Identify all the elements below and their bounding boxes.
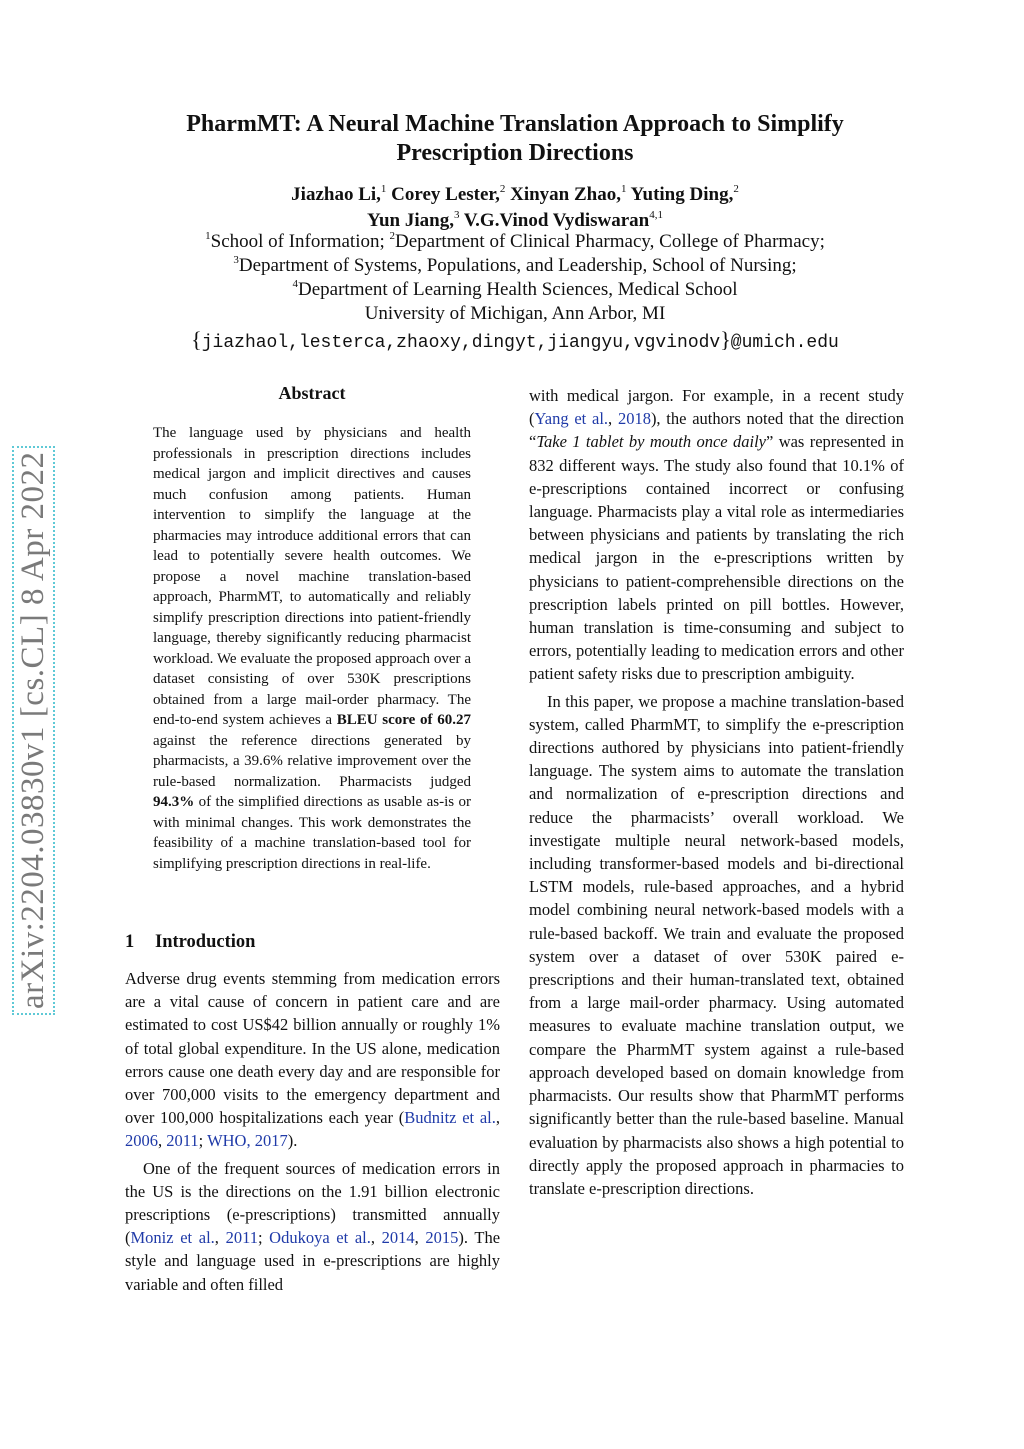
quoted-direction: Take 1 tablet by mouth once daily — [536, 432, 766, 452]
citation-link[interactable]: 2006 — [125, 1131, 158, 1151]
affil-sup: 3 — [233, 254, 239, 266]
affil-text: Department of Learning Health Sciences, Medical School — [298, 279, 738, 300]
intro-paragraph-2 — [125, 1157, 500, 1296]
abstract-text: against the reference directions generated by pharmacists, a 39.6% relative improvement over the rule-based normalization. Pharmacists judged — [153, 732, 471, 790]
paragraph-text: ). The style and language used in e-prescriptions are highly variable and often filled — [125, 1228, 501, 1294]
citation-link[interactable]: Odukoya et al. — [269, 1228, 371, 1248]
affil-sup: 2 — [389, 230, 396, 242]
section-number: 1 — [125, 932, 135, 952]
author-line-1 — [100, 182, 930, 208]
author-affil-sup: 2 — [733, 183, 739, 195]
author-name: Jiazhao Li, — [291, 184, 381, 205]
intro-paragraph-4: In this paper, we propose a machine translation-based system, called PharmMT, to simplify the e-prescription directions authored by physicians into patient-friendly language. The system aims to automate the translation and normalization of e-prescription directions and reduce the pharmacists’ overall workload. We investigate multiple neural network-based models, including transformer-based models and bi-directional LSTM models, rule-based approaches, and a hybrid model combining neural network-based models with a rule-based backoff. We train and evaluate the proposed system over a dataset of over 530K paired e-prescriptions and their human-translated text, obtained from a large mail-order pharmacy. Using automated measures to evaluate machine translation output, we compare the PharmMT system against a rule-based approach developed based on domain knowledge from pharmacists. Our results show that PharmMT performs significantly better than the rule-based baseline. Manual evaluation by pharmacists also shows a high potential to directly apply the proposed approach in pharmacies to translate e-prescription directions. — [529, 691, 904, 1198]
paragraph-text: Adverse drug events stemming from medication errors are a vital cause of concern in patient care and are estimated to cost US$42 billion annually or roughly 1% of total global expenditure. In the US alone, medication errors cause one death every day and are responsible for over 700,000 visits to the emergency department and over 100,000 hospitalizations each year ( — [125, 969, 500, 1128]
author-affil-sup: 4,1 — [649, 209, 663, 221]
affiliation-line-1 — [100, 230, 930, 254]
citation-link[interactable]: 2011 — [225, 1228, 258, 1248]
email-domain: @umich.edu — [730, 333, 839, 353]
paragraph-text: One of the frequent sources of medication errors in the US is the directions on the 1.91 billion electronic prescriptions (e-prescriptions) transmitted annually ( — [125, 1158, 500, 1248]
affiliation-line-2 — [100, 254, 930, 278]
intro-paragraph-3 — [529, 384, 904, 686]
author-affil-sup: 3 — [453, 209, 460, 221]
paragraph-text: ; — [198, 1131, 208, 1151]
intro-paragraph-1 — [125, 967, 500, 1153]
paragraph-text: , — [158, 1131, 167, 1151]
section-heading-introduction — [125, 932, 255, 953]
email-brace-close: } — [720, 327, 731, 352]
abstract-body — [153, 423, 471, 874]
author-list — [100, 182, 930, 234]
title-line-1: PharmMT: A Neural Machine Translation Approach to Simplify — [186, 111, 844, 137]
arxiv-identifier[interactable]: arXiv:2204.03830v1 [cs.CL] 8 Apr 2022 — [12, 446, 55, 1015]
paragraph-text: , — [214, 1228, 226, 1248]
email-brace-open: { — [191, 327, 202, 352]
paragraph-text: , — [608, 409, 618, 429]
author-name: Yuting Ding, — [630, 184, 734, 205]
affil-sup: 1 — [205, 230, 211, 242]
affiliations — [100, 230, 930, 326]
author-name: V.G.Vinod Vydiswaran — [463, 210, 650, 231]
title-line-2: Prescription Directions — [396, 140, 634, 166]
author-name: Corey Lester, — [391, 184, 500, 205]
author-name: Yun Jiang, — [367, 210, 454, 231]
paragraph-text: , — [370, 1228, 382, 1248]
citation-link[interactable]: 2011 — [166, 1131, 199, 1151]
paragraph-text: ; — [257, 1228, 270, 1248]
citation-link[interactable]: WHO, 2017 — [207, 1131, 288, 1151]
paragraph-text: ), the authors noted that the direction “ — [529, 409, 905, 452]
citation-link[interactable]: 2014 — [381, 1228, 415, 1248]
abstract-text: of the simplified directions as usable as-is or with minimal changes. This work demonstrates the feasibility of a machine translation-based tool for simplifying prescription directions in real-life. — [153, 794, 471, 872]
citation-link[interactable]: 2015 — [425, 1228, 459, 1248]
left-column — [125, 967, 500, 1296]
affil-text: Department of Systems, Populations, and Leadership, School of Nursing; — [238, 255, 797, 276]
author-affil-sup: 1 — [380, 183, 387, 195]
citation-link[interactable]: Moniz et al. — [130, 1228, 215, 1248]
citation-link[interactable]: 2018 — [617, 409, 651, 429]
paragraph-text: , — [414, 1228, 426, 1248]
section-title: Introduction — [155, 932, 256, 952]
email-list — [100, 328, 930, 355]
author-affil-sup: 1 — [620, 183, 627, 195]
citation-link[interactable]: Yang et al. — [534, 409, 609, 429]
author-affil-sup: 2 — [499, 183, 506, 195]
paper-title — [100, 110, 930, 168]
abstract-heading: Abstract — [278, 383, 346, 403]
citation-link[interactable]: Budnitz et al. — [404, 1108, 496, 1128]
paragraph-text: , — [495, 1108, 500, 1128]
paragraph-text: ). — [287, 1131, 298, 1151]
affil-text: School of Information; — [210, 231, 390, 252]
right-column — [529, 384, 904, 1200]
paragraph-text: ” was represented in 832 different ways. The study also found that 10.1% of e-prescriptions contained incorrect or confusing language. Pharmacists play a vital role as intermediaries between physicians and patients by translating the rich medical jargon in the e-prescriptions written by physicians to patient-comprehensible directions on the prescription labels printed on pill bottles. However, human translation is time-consuming and subject to errors, potentially leading to medication errors and other patient safety risks due to prescription ambiguity. — [529, 432, 904, 684]
abstract-text: The language used by physicians and health professionals in prescription directions includes medical jargon and implicit directives and causes much confusion among patients. Human intervention to simplify the language at the pharmacies may introduce additional errors that can lead to potentially severe health outcomes. We propose a novel machine translation-based approach, PharmMT, to automatically and reliably simplify prescription directions into patient-friendly language, thereby significantly reducing pharmacist workload. We evaluate the proposed approach over a dataset consisting of over 530K prescriptions obtained from a large mail-order pharmacy. The end-to-end system achieves a — [153, 425, 471, 728]
paragraph-text: with medical jargon. For example, in a recent study ( — [529, 386, 904, 429]
affil-text: Department of Clinical Pharmacy, College of Pharmacy; — [395, 231, 825, 252]
email-users: jiazhaol,lesterca,zhaoxy,dingyt,jiangyu,vgvinodv — [201, 333, 721, 353]
abstract-bold-percent: 94.3% — [153, 794, 195, 810]
author-name: Xinyan Zhao, — [510, 184, 621, 205]
abstract-bold-bleu: BLEU score of 60.27 — [336, 712, 471, 728]
affil-sup: 4 — [292, 278, 298, 290]
affiliation-line-4: University of Michigan, Ann Arbor, MI — [364, 303, 666, 324]
affiliation-line-3 — [100, 278, 930, 302]
